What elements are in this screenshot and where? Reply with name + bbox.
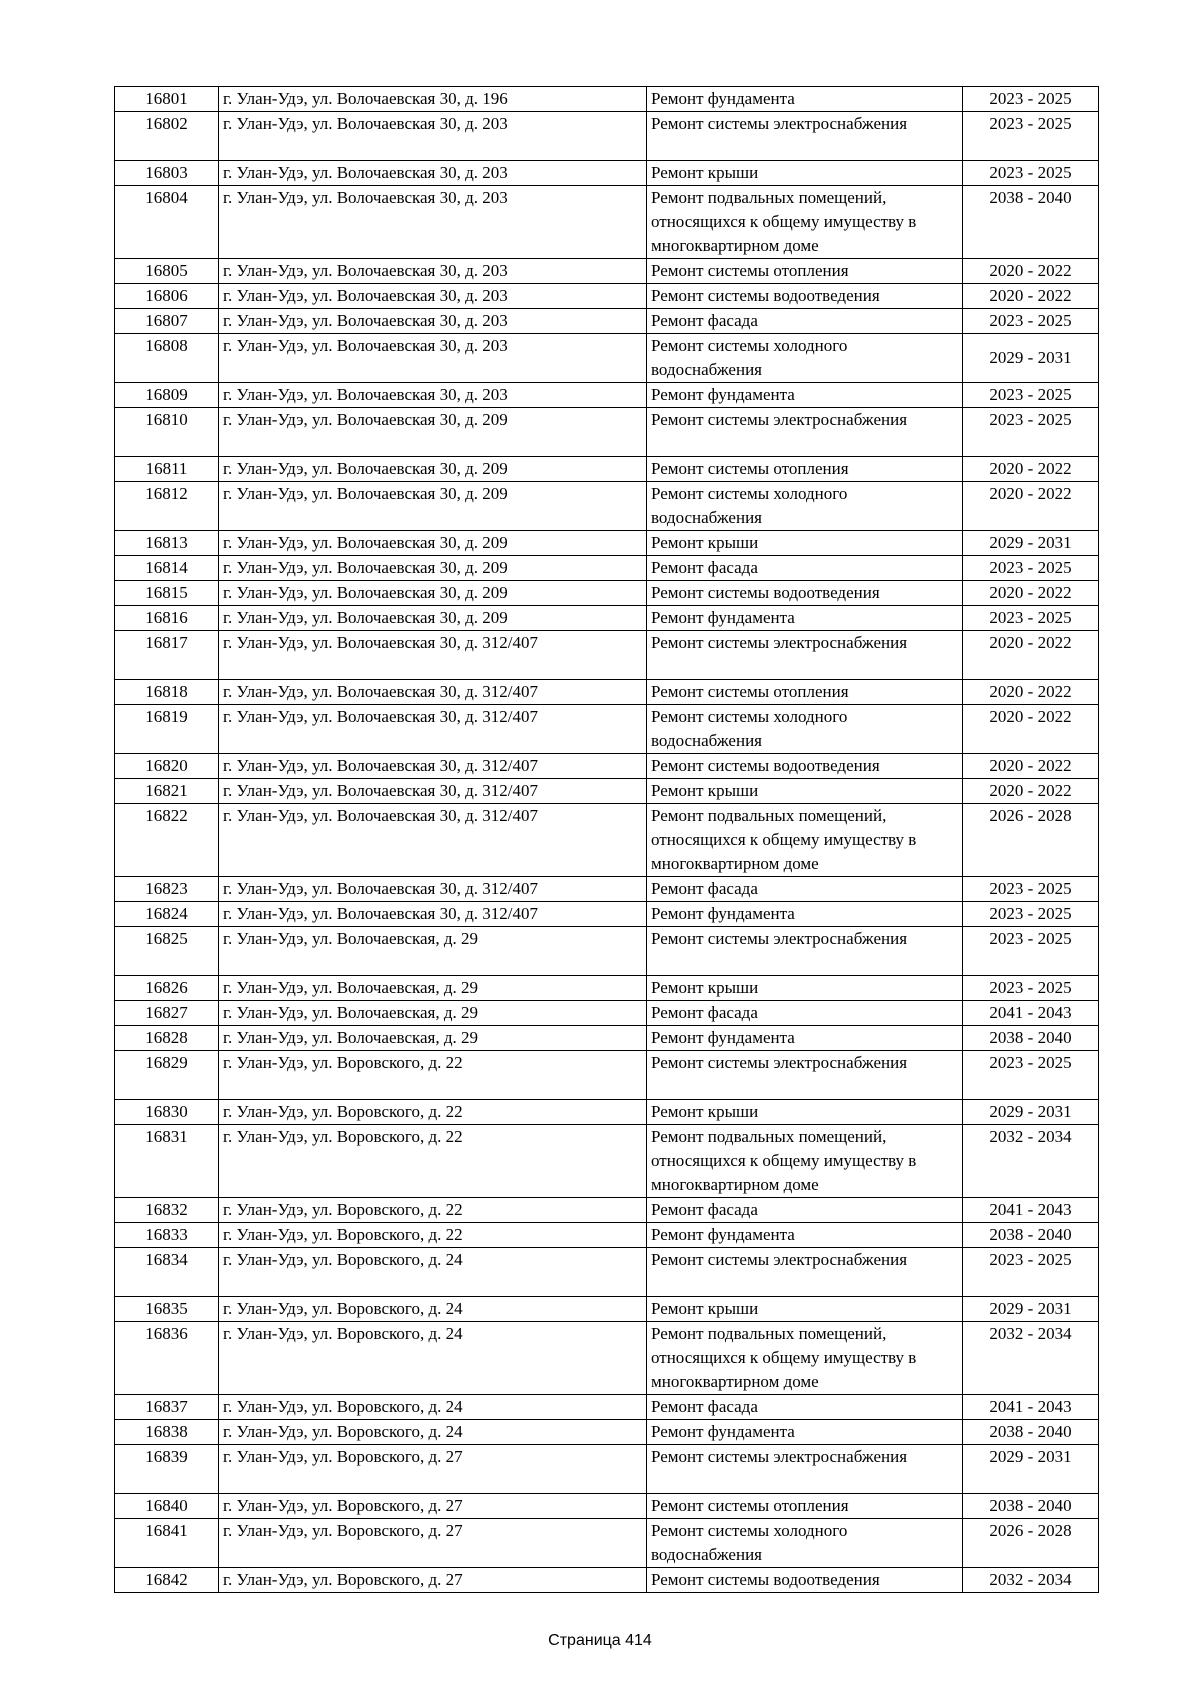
row-number-cell: 16826 bbox=[115, 976, 219, 1001]
row-number-cell: 16824 bbox=[115, 902, 219, 927]
table-row bbox=[115, 754, 1099, 779]
address-cell: г. Улан-Удэ, ул. Волочаевская 30, д. 312/407 bbox=[219, 754, 647, 779]
work-type-cell: Ремонт системы водоотведения bbox=[647, 284, 963, 309]
row-number-cell: 16834 bbox=[115, 1248, 219, 1297]
table-row bbox=[115, 259, 1099, 284]
work-type-cell: Ремонт системы водоотведения bbox=[647, 581, 963, 606]
table-row bbox=[115, 1395, 1099, 1420]
address-cell: г. Улан-Удэ, ул. Волочаевская 30, д. 209 bbox=[219, 531, 647, 556]
period-cell: 2041 - 2043 bbox=[963, 1198, 1099, 1223]
period-cell: 2020 - 2022 bbox=[963, 581, 1099, 606]
table-row bbox=[115, 1001, 1099, 1026]
period-cell: 2020 - 2022 bbox=[963, 779, 1099, 804]
work-type-cell: Ремонт системы водоотведения bbox=[647, 754, 963, 779]
table-row bbox=[115, 1445, 1099, 1494]
table-row bbox=[115, 779, 1099, 804]
period-cell: 2020 - 2022 bbox=[963, 259, 1099, 284]
period-cell: 2023 - 2025 bbox=[963, 112, 1099, 161]
address-cell: г. Улан-Удэ, ул. Воровского, д. 27 bbox=[219, 1568, 647, 1593]
address-cell: г. Улан-Удэ, ул. Волочаевская 30, д. 312/407 bbox=[219, 779, 647, 804]
address-cell: г. Улан-Удэ, ул. Волочаевская 30, д. 312/407 bbox=[219, 631, 647, 680]
period-cell: 2038 - 2040 bbox=[963, 1420, 1099, 1445]
work-type-cell: Ремонт системы холодного водоснабжения bbox=[647, 1519, 963, 1568]
work-type-cell: Ремонт системы отопления bbox=[647, 680, 963, 705]
work-type-cell: Ремонт фундамента bbox=[647, 1223, 963, 1248]
table-row bbox=[115, 87, 1099, 112]
row-number-cell: 16838 bbox=[115, 1420, 219, 1445]
row-number-cell: 16808 bbox=[115, 334, 219, 383]
row-number-cell: 16811 bbox=[115, 457, 219, 482]
period-cell: 2023 - 2025 bbox=[963, 1248, 1099, 1297]
work-type-cell: Ремонт фундамента bbox=[647, 383, 963, 408]
row-number-cell: 16821 bbox=[115, 779, 219, 804]
address-cell: г. Улан-Удэ, ул. Волочаевская 30, д. 209 bbox=[219, 482, 647, 531]
table-row bbox=[115, 457, 1099, 482]
work-type-cell: Ремонт подвальных помещений, относящихся к общему имуществу в многоквартирном доме bbox=[647, 186, 963, 259]
period-cell: 2038 - 2040 bbox=[963, 1494, 1099, 1519]
row-number-cell: 16815 bbox=[115, 581, 219, 606]
period-cell: 2020 - 2022 bbox=[963, 754, 1099, 779]
period-cell: 2041 - 2043 bbox=[963, 1395, 1099, 1420]
address-cell: г. Улан-Удэ, ул. Волочаевская 30, д. 203 bbox=[219, 112, 647, 161]
period-cell: 2020 - 2022 bbox=[963, 457, 1099, 482]
table-row bbox=[115, 334, 1099, 383]
address-cell: г. Улан-Удэ, ул. Воровского, д. 22 bbox=[219, 1198, 647, 1223]
row-number-cell: 16840 bbox=[115, 1494, 219, 1519]
table-row bbox=[115, 976, 1099, 1001]
work-type-cell: Ремонт системы электроснабжения bbox=[647, 927, 963, 976]
table-row bbox=[115, 556, 1099, 581]
period-cell: 2023 - 2025 bbox=[963, 902, 1099, 927]
row-number-cell: 16805 bbox=[115, 259, 219, 284]
work-type-cell: Ремонт системы электроснабжения bbox=[647, 1051, 963, 1100]
work-type-cell: Ремонт системы электроснабжения bbox=[647, 112, 963, 161]
row-number-cell: 16807 bbox=[115, 309, 219, 334]
table-row bbox=[115, 705, 1099, 754]
address-cell: г. Улан-Удэ, ул. Волочаевская 30, д. 312/407 bbox=[219, 680, 647, 705]
period-cell: 2023 - 2025 bbox=[963, 976, 1099, 1001]
address-cell: г. Улан-Удэ, ул. Воровского, д. 24 bbox=[219, 1420, 647, 1445]
address-cell: г. Улан-Удэ, ул. Воровского, д. 22 bbox=[219, 1223, 647, 1248]
work-type-cell: Ремонт фасада bbox=[647, 309, 963, 334]
period-cell: 2029 - 2031 bbox=[963, 1445, 1099, 1494]
table-row bbox=[115, 804, 1099, 877]
table-row bbox=[115, 112, 1099, 161]
table-row bbox=[115, 1519, 1099, 1568]
row-number-cell: 16822 bbox=[115, 804, 219, 877]
table-row bbox=[115, 284, 1099, 309]
table-row bbox=[115, 1100, 1099, 1125]
table-row bbox=[115, 1125, 1099, 1198]
table-row bbox=[115, 1198, 1099, 1223]
table-row bbox=[115, 1297, 1099, 1322]
work-type-cell: Ремонт фасада bbox=[647, 556, 963, 581]
work-type-cell: Ремонт фундамента bbox=[647, 1420, 963, 1445]
row-number-cell: 16842 bbox=[115, 1568, 219, 1593]
period-cell: 2020 - 2022 bbox=[963, 284, 1099, 309]
row-number-cell: 16837 bbox=[115, 1395, 219, 1420]
address-cell: г. Улан-Удэ, ул. Волочаевская 30, д. 209 bbox=[219, 457, 647, 482]
address-cell: г. Улан-Удэ, ул. Волочаевская 30, д. 203 bbox=[219, 186, 647, 259]
period-cell: 2029 - 2031 bbox=[963, 1100, 1099, 1125]
work-type-cell: Ремонт системы электроснабжения bbox=[647, 631, 963, 680]
work-type-cell: Ремонт фундамента bbox=[647, 87, 963, 112]
work-type-cell: Ремонт фасада bbox=[647, 1198, 963, 1223]
row-number-cell: 16814 bbox=[115, 556, 219, 581]
work-type-cell: Ремонт системы водоотведения bbox=[647, 1568, 963, 1593]
period-cell: 2023 - 2025 bbox=[963, 927, 1099, 976]
address-cell: г. Улан-Удэ, ул. Волочаевская 30, д. 312/407 bbox=[219, 705, 647, 754]
row-number-cell: 16809 bbox=[115, 383, 219, 408]
work-type-cell: Ремонт системы холодного водоснабжения bbox=[647, 482, 963, 531]
row-number-cell: 16820 bbox=[115, 754, 219, 779]
period-cell: 2032 - 2034 bbox=[963, 1568, 1099, 1593]
period-cell: 2023 - 2025 bbox=[963, 87, 1099, 112]
address-cell: г. Улан-Удэ, ул. Воровского, д. 24 bbox=[219, 1322, 647, 1395]
address-cell: г. Улан-Удэ, ул. Волочаевская 30, д. 203 bbox=[219, 284, 647, 309]
table-row bbox=[115, 680, 1099, 705]
table-row bbox=[115, 186, 1099, 259]
work-type-cell: Ремонт фасада bbox=[647, 1395, 963, 1420]
row-number-cell: 16832 bbox=[115, 1198, 219, 1223]
table-row bbox=[115, 1051, 1099, 1100]
period-cell: 2038 - 2040 bbox=[963, 1026, 1099, 1051]
row-number-cell: 16833 bbox=[115, 1223, 219, 1248]
table-row bbox=[115, 927, 1099, 976]
row-number-cell: 16804 bbox=[115, 186, 219, 259]
period-cell: 2029 - 2031 bbox=[963, 531, 1099, 556]
work-type-cell: Ремонт фундамента bbox=[647, 902, 963, 927]
address-cell: г. Улан-Удэ, ул. Воровского, д. 24 bbox=[219, 1297, 647, 1322]
period-cell: 2023 - 2025 bbox=[963, 383, 1099, 408]
table-row bbox=[115, 309, 1099, 334]
period-cell: 2020 - 2022 bbox=[963, 680, 1099, 705]
table-row bbox=[115, 631, 1099, 680]
period-cell: 2026 - 2028 bbox=[963, 804, 1099, 877]
address-cell: г. Улан-Удэ, ул. Волочаевская 30, д. 312/407 bbox=[219, 877, 647, 902]
period-cell: 2032 - 2034 bbox=[963, 1322, 1099, 1395]
row-number-cell: 16806 bbox=[115, 284, 219, 309]
row-number-cell: 16828 bbox=[115, 1026, 219, 1051]
row-number-cell: 16802 bbox=[115, 112, 219, 161]
work-type-cell: Ремонт системы холодного водоснабжения bbox=[647, 334, 963, 383]
work-type-cell: Ремонт крыши bbox=[647, 531, 963, 556]
row-number-cell: 16801 bbox=[115, 87, 219, 112]
repair-schedule-table bbox=[114, 86, 1099, 1593]
address-cell: г. Улан-Удэ, ул. Воровского, д. 24 bbox=[219, 1395, 647, 1420]
work-type-cell: Ремонт крыши bbox=[647, 976, 963, 1001]
row-number-cell: 16810 bbox=[115, 408, 219, 457]
address-cell: г. Улан-Удэ, ул. Волочаевская, д. 29 bbox=[219, 976, 647, 1001]
row-number-cell: 16830 bbox=[115, 1100, 219, 1125]
period-cell: 2038 - 2040 bbox=[963, 1223, 1099, 1248]
row-number-cell: 16812 bbox=[115, 482, 219, 531]
table-body bbox=[115, 87, 1099, 1593]
row-number-cell: 16831 bbox=[115, 1125, 219, 1198]
period-cell: 2023 - 2025 bbox=[963, 1051, 1099, 1100]
address-cell: г. Улан-Удэ, ул. Волочаевская 30, д. 203 bbox=[219, 334, 647, 383]
table-row bbox=[115, 1248, 1099, 1297]
address-cell: г. Улан-Удэ, ул. Воровского, д. 27 bbox=[219, 1494, 647, 1519]
row-number-cell: 16817 bbox=[115, 631, 219, 680]
address-cell: г. Улан-Удэ, ул. Волочаевская 30, д. 209 bbox=[219, 556, 647, 581]
work-type-cell: Ремонт крыши bbox=[647, 779, 963, 804]
period-cell: 2023 - 2025 bbox=[963, 408, 1099, 457]
row-number-cell: 16818 bbox=[115, 680, 219, 705]
work-type-cell: Ремонт системы холодного водоснабжения bbox=[647, 705, 963, 754]
work-type-cell: Ремонт системы отопления bbox=[647, 457, 963, 482]
period-cell: 2020 - 2022 bbox=[963, 482, 1099, 531]
address-cell: г. Улан-Удэ, ул. Воровского, д. 27 bbox=[219, 1445, 647, 1494]
page-number: Страница 414 bbox=[548, 1632, 652, 1649]
address-cell: г. Улан-Удэ, ул. Воровского, д. 22 bbox=[219, 1100, 647, 1125]
work-type-cell: Ремонт системы электроснабжения bbox=[647, 1445, 963, 1494]
table-row bbox=[115, 482, 1099, 531]
work-type-cell: Ремонт фасада bbox=[647, 877, 963, 902]
address-cell: г. Улан-Удэ, ул. Воровского, д. 27 bbox=[219, 1519, 647, 1568]
address-cell: г. Улан-Удэ, ул. Волочаевская 30, д. 196 bbox=[219, 87, 647, 112]
row-number-cell: 16825 bbox=[115, 927, 219, 976]
work-type-cell: Ремонт крыши bbox=[647, 1297, 963, 1322]
work-type-cell: Ремонт системы отопления bbox=[647, 259, 963, 284]
table-row bbox=[115, 877, 1099, 902]
row-number-cell: 16813 bbox=[115, 531, 219, 556]
table-row bbox=[115, 902, 1099, 927]
table-row bbox=[115, 1568, 1099, 1593]
row-number-cell: 16816 bbox=[115, 606, 219, 631]
work-type-cell: Ремонт фундамента bbox=[647, 606, 963, 631]
work-type-cell: Ремонт подвальных помещений, относящихся к общему имуществу в многоквартирном доме bbox=[647, 1125, 963, 1198]
address-cell: г. Улан-Удэ, ул. Воровского, д. 24 bbox=[219, 1248, 647, 1297]
work-type-cell: Ремонт крыши bbox=[647, 161, 963, 186]
period-cell: 2023 - 2025 bbox=[963, 556, 1099, 581]
table-row bbox=[115, 1494, 1099, 1519]
row-number-cell: 16839 bbox=[115, 1445, 219, 1494]
address-cell: г. Улан-Удэ, ул. Волочаевская 30, д. 209 bbox=[219, 606, 647, 631]
address-cell: г. Улан-Удэ, ул. Волочаевская 30, д. 312/407 bbox=[219, 804, 647, 877]
table-row bbox=[115, 581, 1099, 606]
work-type-cell: Ремонт крыши bbox=[647, 1100, 963, 1125]
work-type-cell: Ремонт системы отопления bbox=[647, 1494, 963, 1519]
period-cell: 2020 - 2022 bbox=[963, 631, 1099, 680]
work-type-cell: Ремонт системы электроснабжения bbox=[647, 1248, 963, 1297]
table-row bbox=[115, 1322, 1099, 1395]
row-number-cell: 16841 bbox=[115, 1519, 219, 1568]
address-cell: г. Улан-Удэ, ул. Воровского, д. 22 bbox=[219, 1051, 647, 1100]
address-cell: г. Улан-Удэ, ул. Волочаевская 30, д. 312/407 bbox=[219, 902, 647, 927]
table-row bbox=[115, 408, 1099, 457]
row-number-cell: 16823 bbox=[115, 877, 219, 902]
table-row bbox=[115, 531, 1099, 556]
period-cell: 2023 - 2025 bbox=[963, 877, 1099, 902]
period-cell: 2026 - 2028 bbox=[963, 1519, 1099, 1568]
period-cell: 2020 - 2022 bbox=[963, 705, 1099, 754]
table-row bbox=[115, 1420, 1099, 1445]
address-cell: г. Улан-Удэ, ул. Волочаевская, д. 29 bbox=[219, 927, 647, 976]
address-cell: г. Улан-Удэ, ул. Волочаевская 30, д. 203 bbox=[219, 309, 647, 334]
table-row bbox=[115, 1026, 1099, 1051]
period-cell: 2023 - 2025 bbox=[963, 606, 1099, 631]
period-cell: 2023 - 2025 bbox=[963, 309, 1099, 334]
work-type-cell: Ремонт фундамента bbox=[647, 1026, 963, 1051]
address-cell: г. Улан-Удэ, ул. Воровского, д. 22 bbox=[219, 1125, 647, 1198]
work-type-cell: Ремонт подвальных помещений, относящихся к общему имуществу в многоквартирном доме bbox=[647, 1322, 963, 1395]
period-cell: 2029 - 2031 bbox=[963, 334, 1099, 383]
period-cell: 2029 - 2031 bbox=[963, 1297, 1099, 1322]
address-cell: г. Улан-Удэ, ул. Волочаевская 30, д. 203 bbox=[219, 383, 647, 408]
row-number-cell: 16836 bbox=[115, 1322, 219, 1395]
address-cell: г. Улан-Удэ, ул. Волочаевская 30, д. 209 bbox=[219, 408, 647, 457]
table-row bbox=[115, 161, 1099, 186]
address-cell: г. Улан-Удэ, ул. Волочаевская 30, д. 209 bbox=[219, 581, 647, 606]
table-row bbox=[115, 1223, 1099, 1248]
row-number-cell: 16829 bbox=[115, 1051, 219, 1100]
work-type-cell: Ремонт системы электроснабжения bbox=[647, 408, 963, 457]
address-cell: г. Улан-Удэ, ул. Волочаевская, д. 29 bbox=[219, 1001, 647, 1026]
address-cell: г. Улан-Удэ, ул. Волочаевская 30, д. 203 bbox=[219, 259, 647, 284]
work-type-cell: Ремонт подвальных помещений, относящихся к общему имуществу в многоквартирном доме bbox=[647, 804, 963, 877]
table-row bbox=[115, 606, 1099, 631]
row-number-cell: 16827 bbox=[115, 1001, 219, 1026]
row-number-cell: 16819 bbox=[115, 705, 219, 754]
period-cell: 2041 - 2043 bbox=[963, 1001, 1099, 1026]
row-number-cell: 16835 bbox=[115, 1297, 219, 1322]
address-cell: г. Улан-Удэ, ул. Волочаевская, д. 29 bbox=[219, 1026, 647, 1051]
address-cell: г. Улан-Удэ, ул. Волочаевская 30, д. 203 bbox=[219, 161, 647, 186]
period-cell: 2023 - 2025 bbox=[963, 161, 1099, 186]
table-row bbox=[115, 383, 1099, 408]
work-type-cell: Ремонт фасада bbox=[647, 1001, 963, 1026]
row-number-cell: 16803 bbox=[115, 161, 219, 186]
period-cell: 2038 - 2040 bbox=[963, 186, 1099, 259]
period-cell: 2032 - 2034 bbox=[963, 1125, 1099, 1198]
